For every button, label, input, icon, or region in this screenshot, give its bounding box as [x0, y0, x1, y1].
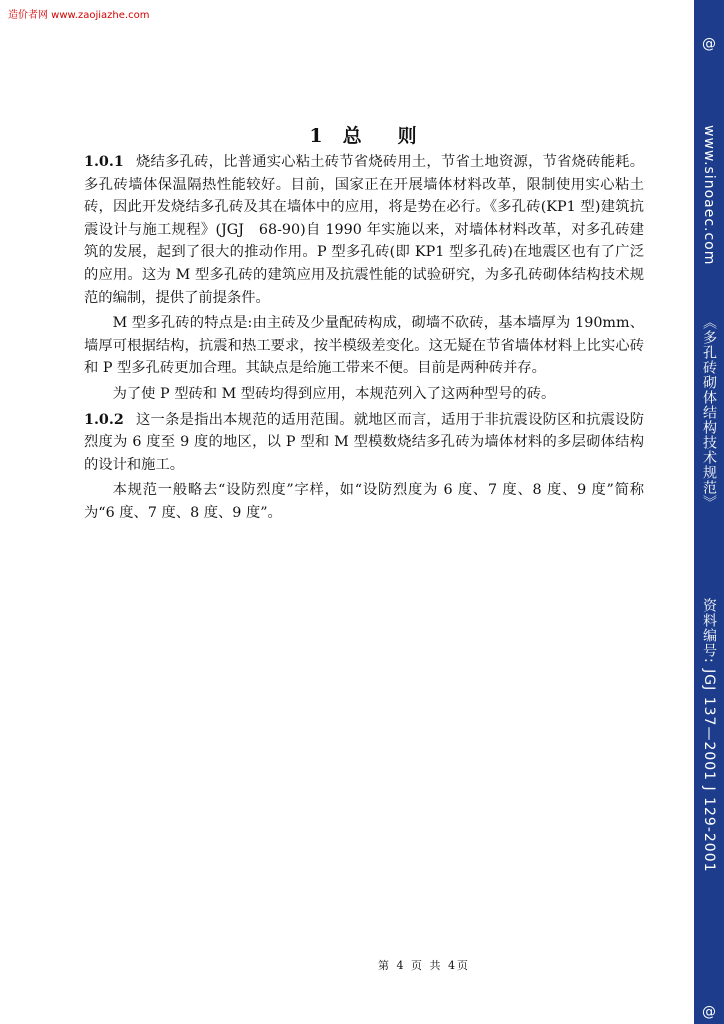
chapter-title [84, 121, 644, 148]
clause-number: 1.0.1 [84, 154, 124, 170]
paragraph-text: 本规范一般略去“设防烈度”字样，如“设防烈度为 6 度、7 度、8 度、9 度”简称为“6 度、7 度、8 度、9 度”。 [84, 482, 644, 521]
paragraph-2 [84, 312, 644, 380]
sidebar-book-title-text: 《多孔砖砌体结构技术规范》 [701, 315, 717, 510]
at-sign-bottom: @ [702, 1004, 716, 1020]
paragraph-text: 这一条是指出本规范的适用范围。就地区而言，适用于非抗震设防区和抗震设防烈度为 6 度至 9 度的地区，以 P 型和 M 型模数烧结多孔砖为墙体材料的多层砌体结构的设计和施工。 [84, 411, 644, 473]
watermark-text: 造价者网 www.zaojiazhe.com [8, 10, 150, 21]
paragraph-5 [84, 479, 644, 524]
paragraph-1 [84, 151, 644, 309]
clause-number: 1.0.2 [84, 411, 124, 428]
chapter-number: 1 [309, 125, 325, 147]
sidebar-book-title [701, 315, 717, 510]
sidebar-banner [694, 0, 724, 1024]
page-footer: 第 4 页 共 4页 [378, 959, 470, 972]
paragraph-3 [84, 383, 644, 406]
at-sign-top: @ [702, 36, 716, 52]
sidebar-site [701, 125, 717, 265]
sidebar-doc-code [701, 598, 717, 873]
chapter-word-2: 则 [397, 125, 419, 147]
sidebar-site-text: www.sinoaec.com [701, 125, 717, 266]
paragraph-text: 烧结多孔砖，比普通实心粘土砖节省烧砖用土，节省土地资源，节省烧砖能耗。多孔砖墙体保温隔热性能较好。目前，国家正在开展墙体材料改革，限制使用实心粘土砖，因此开发烧结多孔砖及其在墙体中的应用，将是势在必行。《多孔砖(KP1 型)建筑抗震设计与施工规程》(JGJ 68-90)自 1990 年实施以来，对墙体材料改革，对多孔砖建筑的发展，起到了很大的推动作用。P 型多孔砖(即 KP1 型多孔砖)在地震区也有了广泛的应用。这为 M 型多孔砖的建筑应用及抗震性能的试验研究，为多孔砖砌体结构技术规范的编制，提供了前提条件。 [84, 154, 644, 306]
chapter-body [84, 151, 644, 528]
paragraph-text: M 型多孔砖的特点是:由主砖及少量配砖构成，砌墙不砍砖，基本墙厚为 190mm、墙厚可根据结构，抗震和热工要求，按半模级差变化。这无疑在节省墙体材料上比实心砖和 P 型多孔砖更加合理。其缺点是给施工带来不便。目前是两种砖并存。 [84, 315, 644, 377]
paragraph-4 [84, 409, 644, 477]
chapter-word-1: 总 [342, 125, 364, 147]
sidebar-doc-code-text: 资料编号: JGJ 137—2001 J 129-2001 [701, 598, 717, 873]
paragraph-text: 为了使 P 型砖和 M 型砖均得到应用，本规范列入了这两种型号的砖。 [112, 385, 556, 402]
